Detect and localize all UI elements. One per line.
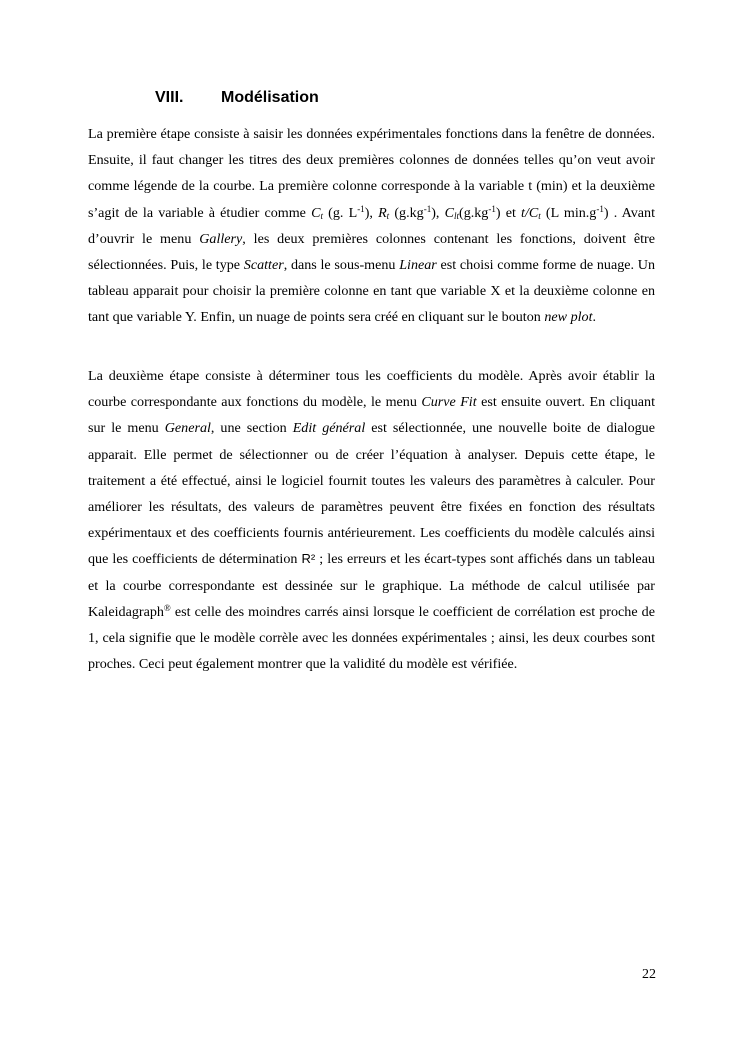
menu-name-general: General <box>164 420 211 437</box>
paragraph-data-entry <box>88 121 655 331</box>
button-name-new-plot: new plot <box>544 309 593 326</box>
text-segment: ), <box>364 204 379 221</box>
submenu-name-linear: Linear <box>399 257 437 274</box>
subscript: lt <box>453 210 459 221</box>
variable-rt: R <box>378 204 387 221</box>
text-segment: La deuxième étape consiste à déterminer tous les coefficients du modèle. Après avoir établir la courbe correspondante aux fonctions du modèle, le menu <box>88 368 655 411</box>
section-number: VIII. <box>155 89 184 106</box>
superscript: -1 <box>596 203 604 214</box>
subscript: t <box>320 210 324 221</box>
section-name-edit-general: Edit général <box>292 420 366 437</box>
subscript: t <box>386 210 390 221</box>
text-segment: est ensuite ouvert. En cliquant sur le menu <box>88 394 655 437</box>
unit-text: (L min.g <box>540 204 597 221</box>
section-heading <box>155 88 319 108</box>
text-segment: ) . Avant d’ouvrir le menu <box>88 204 655 247</box>
variable-t-over-ct: t/C <box>521 204 539 221</box>
paragraph-coefficients <box>88 363 655 677</box>
text-segment: est sélectionnée, une nouvelle boite de dialogue apparait. Elle permet de sélectionner ou de créer l’équation à analyser. Depuis cette étape, le traitement a été effectué, ainsi le logiciel fournit toutes les valeurs des paramètres à calculer. Pour améliorer les résultats, des valeurs de paramètres peuvent être fixées en fonction des résultats expérimentaux et des coefficients fournis antérieurement. Les coefficients du modèle calculés ainsi que les coefficients de détermination <box>88 420 655 568</box>
unit-text: (g.kg <box>389 204 424 221</box>
text-segment: est celle des moindres carrés ainsi lorsque le coefficient de corrélation est proche de 1, cela signifie que le modèle corrèle avec les données expérimentales ; ainsi, les deux courbes sont proches. Ceci peut également montrer que la validité du modèle est vérifiée. <box>88 603 655 673</box>
section-title: Modélisation <box>221 89 319 106</box>
text-segment: , dans le sous-menu <box>283 257 400 274</box>
text-segment: , une section <box>210 420 293 437</box>
text-segment: ; les erreurs et les écart-types sont affichés dans un tableau et la courbe correspondante est dessinée sur le graphique. La méthode de calcul utilisée par Kaleidagraph <box>88 551 655 620</box>
superscript: -1 <box>357 203 365 214</box>
menu-name-curve-fit: Curve Fit <box>421 394 477 411</box>
subscript: t <box>538 210 541 221</box>
page-number: 22 <box>642 967 656 982</box>
unit-text: (g. L <box>323 204 358 221</box>
unit-text: (g.kg <box>459 204 489 221</box>
text-segment: , les deux premières colonnes contenant les fonctions, doivent être sélectionnées. Puis, le type <box>88 230 655 274</box>
text-segment: . <box>592 309 597 326</box>
text-segment: ), <box>431 204 445 221</box>
type-name-scatter: Scatter <box>243 257 284 274</box>
superscript: -1 <box>423 203 432 214</box>
menu-name-gallery: Gallery <box>199 230 243 247</box>
text-segment: ) et <box>495 204 522 221</box>
variable-ct: C <box>311 204 321 221</box>
registered-mark: ® <box>163 602 171 613</box>
r-squared-symbol: R² <box>301 551 316 567</box>
text-segment: est choisi comme forme de nuage. Un tableau apparait pour choisir la première colonne en tant que variable X et la deuxième colonne en tant que variable Y. Enfin, un nuage de points sera créé en cliquant sur le bouton <box>88 257 655 326</box>
variable-clt: C <box>444 204 454 221</box>
superscript: -1 <box>488 203 496 214</box>
text-segment: La première étape consiste à saisir les données expérimentales fonctions dans la fenêtre de données. Ensuite, il faut changer les titres des deux premières colonnes de données telles qu’on veut avoir comme légende de la courbe. La première colonne corresponde à la variable t (min) et la deuxième s’agit de la variable à étudier comme <box>88 126 655 221</box>
